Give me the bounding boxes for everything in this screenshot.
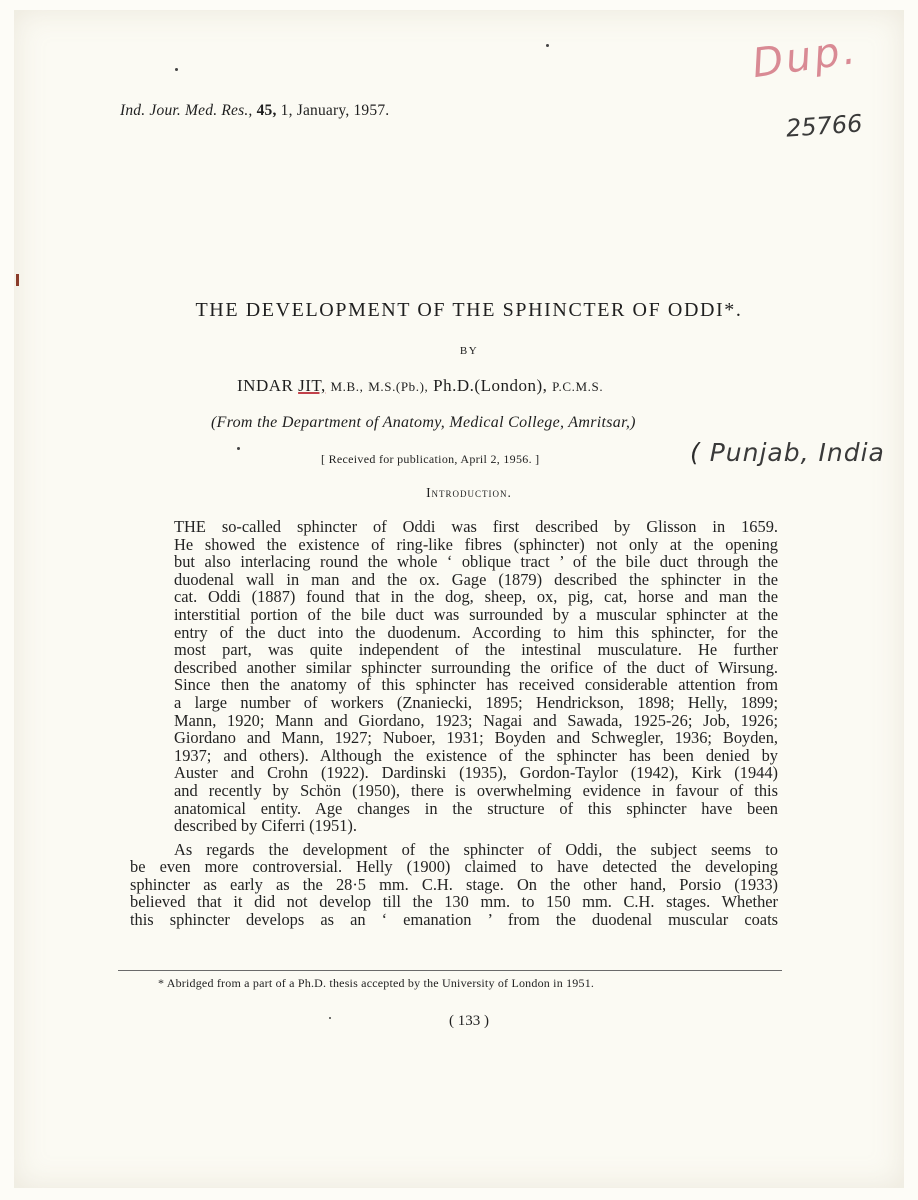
journal-issue-date: 1, January, 1957.: [280, 102, 390, 119]
text-line: sphincter as early as the 28·5 mm. C.H. stage. On the other hand, Porsio (1933): [130, 874, 778, 894]
text-line: described another similar sphincter surrounding the orifice of the duct of Wirsung.: [174, 657, 778, 677]
handwritten-dup-note: Dup.: [749, 26, 861, 88]
handwritten-location-note: [690, 438, 885, 467]
journal-name: Ind. Jour. Med. Res.,: [120, 102, 253, 119]
text-line: but also interlacing round the whole ‘ oblique tract ’ of the bile duct through the: [174, 552, 778, 572]
text-line: Auster and Crohn (1922). Dardinski (1935), Gordon-Taylor (1942), Kirk (1944): [174, 763, 778, 783]
text-line: a large number of workers (Znaniecki, 1895; Hendrickson, 1898; Helly, 1899;: [174, 692, 778, 712]
text-line: Giordano and Mann, 1927; Nuboer, 1931; Boyden and Schwegler, 1936; Boyden,: [174, 728, 778, 748]
footnote: * Abridged from a part of a Ph.D. thesis accepted by the University of London in 1951.: [158, 976, 595, 990]
text-line: entry of the duct into the duodenum. According to him this sphincter, for the: [174, 622, 778, 642]
text-line: anatomical entity. Age changes in the structure of this sphincter have been: [174, 798, 778, 818]
page-edge-mark: [16, 274, 19, 286]
footnote-rule: [118, 970, 782, 971]
scan-speck: [237, 447, 240, 450]
journal-citation: [120, 102, 389, 120]
text-line: most part, was quite independent of the intestinal musculature. He further: [174, 640, 778, 660]
text-line: described by Ciferri (1951).: [174, 816, 357, 836]
text-line: Mann, 1920; Mann and Giordano, 1923; Nagai and Sawada, 1925-26; Job, 1926;: [174, 710, 778, 730]
handwritten-location-text: Punjab, India: [709, 438, 885, 467]
text-line: cat. Oddi (1887) found that in the dog, sheep, ox, pig, cat, horse and man the: [174, 587, 778, 607]
received-date: [ Received for publication, April 2, 1956. ]: [321, 452, 540, 466]
handwritten-catalog-number: 25766: [785, 109, 864, 143]
text-line: interstitial portion of the bile duct was surrounded by a muscular sphincter at the: [174, 604, 778, 624]
article-title: THE DEVELOPMENT OF THE SPHINCTER OF ODDI*.: [195, 299, 743, 321]
author-degree-ms: M.S.(Pb.),: [368, 379, 429, 394]
handwritten-brace: (: [690, 438, 701, 467]
byline-by: BY: [459, 345, 479, 357]
text-line: THE so-called sphincter of Oddi was first described by Glisson in 1659.: [174, 517, 778, 536]
text-line: be even more controversial. Helly (1900) claimed to have detected the developing: [130, 857, 778, 877]
page-number: ( 133 ): [449, 1013, 489, 1029]
section-heading-introduction: Introduction.: [426, 485, 512, 500]
text-line: duodenal wall in man and the ox. Gage (1879) described the sphincter in the: [174, 569, 778, 589]
text-line: 1937; and others). Although the existence of the sphincter has been denied by: [174, 745, 778, 765]
text-line: this sphincter develops as an ‘ emanation ’ from the duodenal muscular coats: [130, 910, 778, 930]
text-line: As regards the development of the sphincter of Oddi, the subject seems to: [174, 839, 778, 859]
author-degree-phd: Ph.D.(London),: [433, 376, 548, 395]
author-degree-mb: M.B.,: [330, 379, 364, 394]
text-line: Since then the anatomy of this sphincter has received considerable attention from: [174, 675, 778, 695]
article-body: [130, 518, 778, 929]
author-line: [237, 376, 603, 396]
text-line: believed that it did not develop till the 130 mm. to 150 mm. C.H. stages. Whether: [130, 892, 778, 912]
scan-speck: [175, 68, 178, 71]
scan-speck: [329, 1017, 331, 1019]
author-affiliation: (From the Department of Anatomy, Medical College, Amritsar,): [211, 414, 636, 431]
journal-volume: 45,: [256, 102, 277, 119]
author-last-name: JIT,: [298, 376, 326, 395]
scan-speck: [546, 44, 549, 47]
author-degree-pcms: P.C.M.S.: [552, 379, 604, 394]
author-first-name: INDAR: [237, 376, 294, 395]
text-line: and recently by Schön (1950), there is overwhelming evidence in favour of this: [174, 780, 778, 800]
paragraph-2: [130, 841, 778, 929]
text-line: He showed the existence of ring-like fibres (sphincter) not only at the opening: [174, 534, 778, 554]
paragraph-1: [130, 518, 778, 835]
